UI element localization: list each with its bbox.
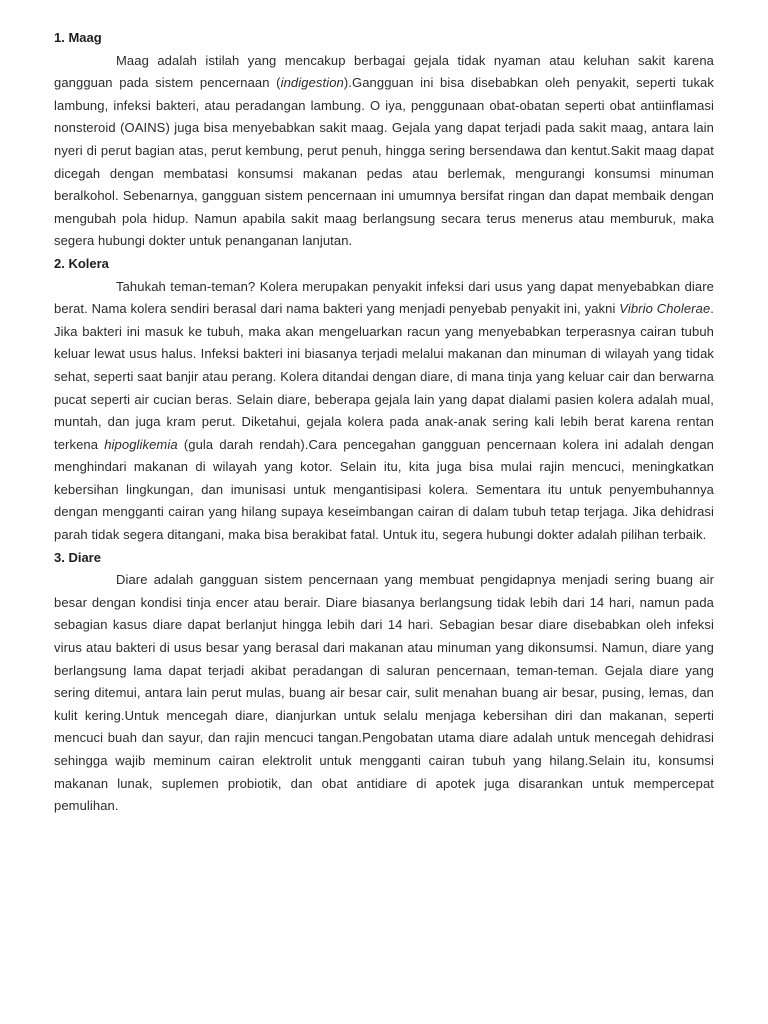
text-run: . Jika bakteri ini masuk ke tubuh, maka akan mengeluarkan racun yang menyebabkan terperasnya cairan tubuh keluar lewat usus halus. Infeksi bakteri ini biasanya terjadi melalui makanan dan minuman di wilayah yang tidak sehat, seperti saat banjir atau perang. Kolera ditandai dengan diare, di mana tinja yang keluar cair dan berwarna pucat seperti air cucian beras. Selain diare, beberapa gejala lain yang dapat dialami pasien kolera adalah mual, muntah, dan juga kram perut. Diketahui, gejala kolera pada anak-anak sering kali lebih berat karena rentan terkena — [54, 301, 714, 452]
section-kolera — [54, 253, 714, 547]
text-run: (gula darah rendah).Cara pencegahan gangguan pencernaan kolera ini adalah dengan menghindari makanan di wilayah yang kotor. Selain itu, kita juga bisa mulai rajin mencuci, meningkatkan kebersihan lingkungan, dan imunisasi untuk mengantisipasi kolera. Sementara itu untuk penyembuhannya dengan mengganti cairan yang hilang supaya keseimbangan cairan di dalam tubuh tetap terjaga. Jika dehidrasi parah tidak segera ditangani, maka bisa berakibat fatal. Untuk itu, segera hubungi dokter adalah pilihan terbaik. — [54, 436, 714, 543]
section-paragraph — [54, 50, 714, 253]
italic-term: indigestion — [280, 75, 344, 91]
italic-term: hipoglikemia — [104, 436, 178, 452]
section-title: 2. Kolera — [54, 255, 109, 271]
section-maag — [54, 27, 714, 253]
text-run: ).Gangguan ini bisa disebabkan oleh penyakit, seperti tukak lambung, infeksi bakteri, atau peradangan lambung. O iya, penggunaan obat-obatan seperti obat antiinflamasi nonsteroid (OAINS) juga bisa menyebabkan sakit maag. Gejala yang dapat terjadi pada sakit maag, antara lain nyeri di perut bagian atas, perut kembung, perut penuh, hingga sering bersendawa dan kentut.Sakit maag dapat dicegah dengan membatasi konsumsi makanan pedas atau berlemak, mengurangi konsumsi minuman beralkohol. Sebenarnya, gangguan sistem pencernaan ini umumnya bersifat ringan dan dapat membaik dengan mengubah pola hidup. Namun apabila sakit maag berlangsung secara terus menerus atau memburuk, maka segera hubungi dokter untuk penanganan lanjutan. — [54, 75, 714, 249]
section-paragraph — [54, 276, 714, 547]
text-run: Tahukah teman-teman? Kolera merupakan penyakit infeksi dari usus yang dapat menyebabkan diare berat. Nama kolera sendiri berasal dari nama bakteri yang menjadi penyebab penyakit ini, yakni — [54, 278, 714, 317]
section-title: 1. Maag — [54, 30, 102, 45]
section-title: 3. Diare — [54, 549, 101, 565]
section-paragraph — [54, 569, 714, 818]
text-run: Maag adalah istilah yang mencakup berbagai gejala tidak nyaman atau keluhan sakit karena gangguan pada sistem pencernaan ( — [54, 52, 714, 91]
text-run: Diare adalah gangguan sistem pencernaan yang membuat pengidapnya menjadi sering buang air besar dengan kondisi tinja encer atau berair. Diare biasanya berlangsung tidak lebih dari 14 hari, namun pada sebagian kasus diare dapat berlanjut hingga lebih dari 14 hari. Sebagian besar diare disebabkan oleh infeksi virus atau bakteri di usus besar yang berasal dari makanan atau minuman yang dikonsumsi. Namun, diare yang berlangsung lama dapat terjadi akibat peradangan di saluran pencernaan, teman-teman. Gejala diare yang sering ditemui, antara lain perut mulas, buang air besar cair, sulit menahan buang air besar, pusing, lemas, dan kulit kering.Untuk mencegah diare, dianjurkan untuk selalu menjaga kebersihan diri dan makanan, seperti mencuci buah dan sayur, dan rajin mencuci tangan.Pengobatan utama diare adalah untuk mencegah dehidrasi sehingga wajib meminum cairan elektrolit untuk mengganti cairan tubuh yang hilang.Selain itu, konsumsi makanan lunak, suplemen probiotik, dan obat antidiare di apotek juga disarankan untuk mempercepat pemulihan. — [54, 572, 714, 814]
section-diare — [54, 547, 714, 818]
italic-term: Vibrio Cholerae — [619, 301, 711, 317]
